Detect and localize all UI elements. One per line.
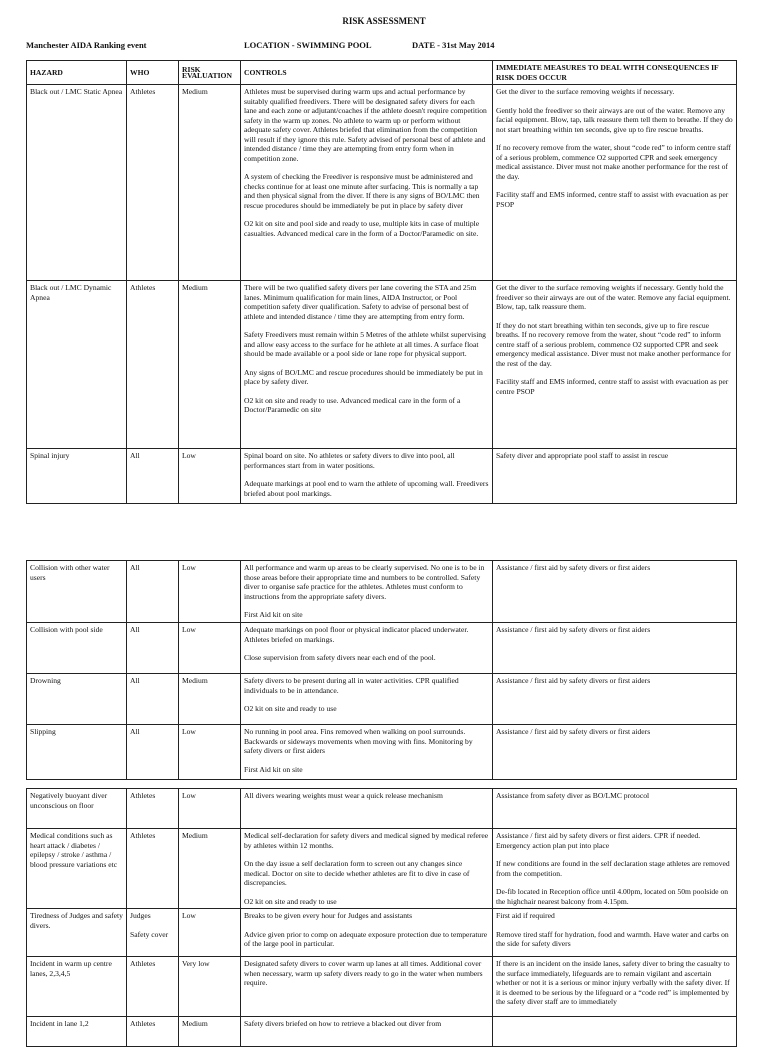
risk-cell: Low: [179, 561, 241, 623]
table-row: [27, 674, 737, 725]
measures-cell: [493, 725, 737, 780]
controls-cell: [241, 725, 493, 780]
who-cell: Athletes: [127, 829, 179, 909]
controls-cell-paragraph: O2 kit on site and pool side and ready to use, multiple kits in case of multiple casualties. Advanced medical care in the form of a Doctor/Paramedic on site.: [244, 219, 480, 238]
risk-cell: Very low: [179, 957, 241, 1017]
controls-cell-paragraph: Safety Freedivers must remain within 5 Metres of the athlete whilst supervising and allow easy access to the surface for he athlete at all times. A surface float should be made available or a pool side or lane rope for physical support.: [244, 330, 486, 358]
controls-cell-paragraph: There will be two qualified safety divers per lane covering the STA and 25m lanes. Minimum qualification for main lines, AIDA Instructor, or Pool competition safety diver qualification. Safety to advise of personal best of athlete and intended distance / time they are attempting from entry form.: [244, 283, 477, 321]
controls-cell-paragraph: Breaks to be given every hour for Judges and assistants: [244, 911, 413, 920]
hazard-cell: Collision with other water users: [27, 561, 127, 623]
controls-cell-paragraph: O2 kit on site and ready to use. Advanced medical care in the form of a Doctor/Paramedic on site: [244, 395, 461, 414]
controls-cell: [241, 623, 493, 674]
who-cell: All: [127, 449, 179, 504]
measures-cell-paragraph: Assistance / first aid by safety divers or first aiders: [496, 625, 651, 634]
table-row: [27, 281, 737, 449]
measures-cell-paragraph: Gently hold the freediver so their airways are out of the water. Remove any facial equipment. Blow, tap, talk reassure them tell them to breathe. If they do not start breathing within ten seconds, give up to fire rescue breaths.: [496, 105, 733, 134]
measures-cell: [493, 829, 737, 909]
header-who: WHO: [127, 61, 179, 85]
measures-cell-paragraph: First aid if required: [496, 911, 555, 920]
controls-cell-paragraph: A system of checking the Freediver is responsive must be administered and checks continue for at least one minute after surfacing. This is normally a tap and then physical signal from the diver. If there is any signs of BO/LMC then rescue procedures should be immediately be put in place by safety diver: [244, 172, 480, 210]
controls-cell-paragraph: O2 kit on site and ready to use: [244, 704, 337, 713]
controls-cell: [241, 561, 493, 623]
hazard-cell: Incident in warm up centre lanes, 2,3,4,5: [27, 957, 127, 1017]
measures-cell: [493, 623, 737, 674]
controls-cell-paragraph: O2 kit on site and ready to use: [244, 896, 337, 906]
risk-cell: Medium: [179, 674, 241, 725]
risk-cell: Medium: [179, 85, 241, 281]
measures-cell-paragraph: Assistance / first aid by safety divers or first aiders: [496, 563, 651, 572]
measures-cell-paragraph: If new conditions are found in the self declaration stage athletes are removed from the competition.: [496, 859, 730, 878]
measures-cell-paragraph: Facility staff and EMS informed, centre staff to assist with evacuation as per centre PSOP: [496, 377, 729, 396]
controls-cell: [241, 1017, 493, 1047]
controls-cell-paragraph: All performance and warm up areas to be clearly supervised. No one is to be in those areas before their appropriate time and numbers to be controlled. Safety diver to organise safe practice for the athletes. Athletes must conform to instructions from the appropriate safety divers.: [244, 563, 485, 601]
controls-cell-paragraph: Adequate markings on pool floor or physical indicator placed underwater. Athletes briefed on markings.: [244, 625, 469, 644]
measures-cell: [493, 789, 737, 829]
measures-cell-paragraph: If they do not start breathing within ten seconds, give up to fire rescue breaths. If no recovery remove from the water, shout “code red” to inform centre staff of a serious problem, commence O2 supported CPR and seek emergency medical assistance. Diver must not make another performance for the rest of the day.: [496, 320, 731, 368]
hazard-cell: Tiredness of Judges and safety divers.: [27, 909, 127, 957]
header-hazard: HAZARD: [27, 61, 127, 85]
who-entry: Safety cover: [130, 929, 169, 939]
hazard-cell: Drowning: [27, 674, 127, 725]
risk-cell: Low: [179, 449, 241, 504]
who-cell: Athletes: [127, 957, 179, 1017]
risk-cell: Low: [179, 725, 241, 780]
who-cell: All: [127, 561, 179, 623]
who-cell: [127, 909, 179, 957]
measures-cell-paragraph: De-fib located in Reception office until 4.00pm, located on 50m poolside on the highchair nearest balcony from 4.15pm.: [496, 887, 729, 906]
controls-cell-paragraph: Adequate markings at pool end to warn the athlete of upcoming wall. Freedivers briefed about pool markings.: [244, 479, 489, 498]
controls-cell-paragraph: Safety divers to be present during all in water activities. CPR qualified individuals to be in attendance.: [244, 676, 459, 695]
controls-cell-paragraph: Safety divers briefed on how to retrieve a blacked out diver from: [244, 1019, 442, 1028]
risk-table-part-2: [26, 560, 737, 780]
document-title: RISK ASSESSMENT: [342, 16, 426, 26]
measures-cell: [493, 281, 737, 449]
who-cell: Athletes: [127, 789, 179, 829]
who-cell: Athletes: [127, 85, 179, 281]
controls-cell-paragraph: First Aid kit on site: [244, 764, 303, 774]
measures-cell: [493, 909, 737, 957]
header-controls: CONTROLS: [241, 61, 493, 85]
risk-cell: Low: [179, 789, 241, 829]
controls-cell-paragraph: Medical self-declaration for safety divers and medical signed by medical referee by athletes within 12 months.: [244, 831, 489, 850]
risk-cell: Low: [179, 623, 241, 674]
controls-cell: [241, 957, 493, 1017]
hazard-cell: Black out / LMC Static Apnea: [27, 85, 127, 281]
table-row: [27, 449, 737, 504]
measures-cell-paragraph: Facility staff and EMS informed, centre staff to assist with evacuation as per PSOP: [496, 190, 729, 209]
table-row: [27, 789, 737, 829]
controls-cell: [241, 449, 493, 504]
controls-cell-paragraph: Designated safety divers to cover warm up lanes at all times. Additional cover when necessary, warm up safety divers ready to go in the water when numbers require.: [244, 959, 483, 987]
hazard-cell: Medical conditions such as heart attack / diabetes / epilepsy / stroke / asthma / blood pressure variations etc: [27, 829, 127, 909]
measures-cell-paragraph: If there is an incident on the inside lanes, safety diver to bring the casualty to the surface immediately, lifeguards are to remain vigilant and ascertain whether or not it is a serious or minor injury verbally with the safety diver. If it is deemed to be serious by the lifeguard or a “code red” is implemented by the safety diver staff are to immediately: [496, 959, 730, 1006]
hazard-cell: Spinal injury: [27, 449, 127, 504]
hazard-cell: Black out / LMC Dynamic Apnea: [27, 281, 127, 449]
header-risk-evaluation: RISK EVALUATION: [179, 61, 241, 85]
header-immediate-measures: IMMEDIATE MEASURES TO DEAL WITH CONSEQUENCES IF RISK DOES OCCUR: [493, 61, 737, 85]
measures-cell-paragraph: Assistance / first aid by safety divers or first aiders: [496, 727, 651, 736]
measures-cell: [493, 674, 737, 725]
controls-cell-paragraph: On the day issue a self declaration form to screen out any changes since medical. Doctor on site to decide whether athletes are fit to dive in case of discrepancies.: [244, 859, 470, 887]
controls-cell-paragraph: First Aid kit on site: [244, 610, 303, 619]
risk-table-part-1: [26, 60, 737, 504]
measures-cell: [493, 957, 737, 1017]
risk-cell: Medium: [179, 1017, 241, 1047]
date-label: DATE - 31st May 2014: [412, 40, 495, 50]
table-header-row: [27, 61, 737, 85]
controls-cell-paragraph: All divers wearing weights must wear a quick release mechanism: [244, 791, 443, 800]
controls-cell-paragraph: Athletes must be supervised during warm ups and actual performance by suitably qualified freedivers. There will be designated safety divers for each lane and each zone or adjutant/coaches if the athlete doesn't require competition safety in the warm up zones. No athlete to warm up or perform without adequate safety cover. Athletes briefed that elimination from the competition will result if they ignore this rule. Safety advised of personal best of athlete and intended distance / time they are attempting from entry form when in competition zone.: [244, 87, 487, 163]
controls-cell: [241, 674, 493, 725]
who-cell: Athletes: [127, 281, 179, 449]
who-cell: All: [127, 725, 179, 780]
controls-cell-paragraph: Advice given prior to comp on adequate exposure protection due to temperature of the large pool in particular.: [244, 929, 488, 948]
controls-cell-paragraph: Close supervision from safety divers near each end of the pool.: [244, 653, 436, 662]
controls-cell-paragraph: Any signs of BO/LMC and rescue procedures should be immediately be put in place by safety diver.: [244, 367, 483, 386]
controls-cell: [241, 909, 493, 957]
controls-cell-paragraph: No running in pool area. Fins removed when walking on pool surrounds. Backwards or sideways movements when moving with fins. Monitoring by safety divers or first aiders: [244, 727, 473, 755]
who-cell: All: [127, 674, 179, 725]
controls-cell: [241, 829, 493, 909]
hazard-cell: Incident in lane 1,2: [27, 1017, 127, 1047]
risk-cell: Low: [179, 909, 241, 957]
risk-table-part-3: [26, 788, 737, 1047]
measures-cell: [493, 1017, 737, 1047]
measures-cell: [493, 85, 737, 281]
table-row: [27, 561, 737, 623]
controls-cell: [241, 85, 493, 281]
measures-cell: [493, 449, 737, 504]
measures-cell-paragraph: If no recovery remove from the water, shout “code red” to inform centre staff of a serious problem, commence O2 supported CPR and seek emergency medical assistance. Diver must not make another performance for the rest of the day.: [496, 143, 731, 181]
risk-cell: Medium: [179, 281, 241, 449]
table-row: [27, 725, 737, 780]
table-row: [27, 829, 737, 909]
event-name: Manchester AIDA Ranking event: [26, 40, 147, 50]
controls-cell: [241, 281, 493, 449]
hazard-cell: Negatively buoyant diver unconscious on floor: [27, 789, 127, 829]
table-row: [27, 957, 737, 1017]
measures-cell-paragraph: Assistance from safety diver as BO/LMC protocol: [496, 791, 650, 800]
measures-cell-paragraph: Assistance / first aid by safety divers or first aiders: [496, 676, 651, 685]
measures-cell-paragraph: Get the diver to the surface removing weights if necessary. Gently hold the freediver so their airways are out of the water. Remove any facial equipment. Blow, tap, talk reassure them.: [496, 283, 731, 311]
table-row: [27, 623, 737, 674]
risk-cell: Medium: [179, 829, 241, 909]
measures-cell-paragraph: Safety diver and appropriate pool staff to assist in rescue: [496, 451, 669, 460]
who-entry: Judges: [130, 911, 151, 920]
table-row: [27, 909, 737, 957]
controls-cell-paragraph: Spinal board on site. No athletes or safety divers to dive into pool, all performances start from in water positions.: [244, 451, 455, 470]
controls-cell: [241, 789, 493, 829]
location-label: LOCATION - SWIMMING POOL: [244, 40, 372, 50]
table-row: [27, 1017, 737, 1047]
measures-cell: [493, 561, 737, 623]
who-cell: All: [127, 623, 179, 674]
hazard-cell: Slipping: [27, 725, 127, 780]
who-cell: Athletes: [127, 1017, 179, 1047]
hazard-cell: Collision with pool side: [27, 623, 127, 674]
measures-cell-paragraph: Remove tired staff for hydration, food and warmth. Have water and carbs on the side for safety divers: [496, 929, 729, 948]
measures-cell-paragraph: Get the diver to the surface removing weights if necessary.: [496, 87, 675, 96]
measures-cell-paragraph: Assistance / first aid by safety divers or first aiders. CPR if needed. Emergency action plan put into place: [496, 831, 701, 850]
table-row: [27, 85, 737, 281]
